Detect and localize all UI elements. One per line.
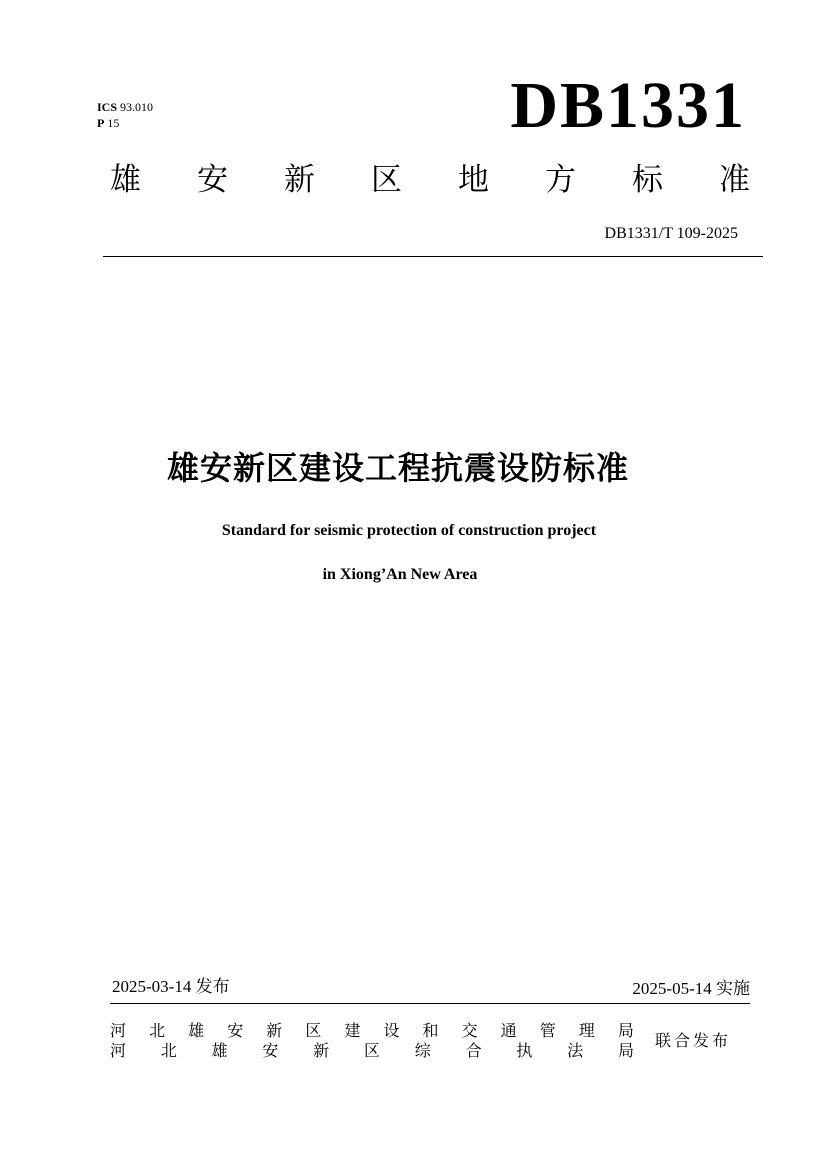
agency-char: 设 — [383, 1021, 400, 1040]
agency-char: 执 — [516, 1041, 533, 1060]
joint-release: 联合发布 — [655, 1031, 732, 1050]
classification-codes — [97, 99, 153, 131]
standard-number: DB1331/T 109-2025 — [604, 225, 738, 242]
p-code: 15 — [107, 116, 120, 130]
standard-type-char: 区 — [371, 162, 402, 198]
agency-char: 综 — [414, 1041, 431, 1060]
standard-type-char: 方 — [545, 162, 576, 198]
agency-char: 通 — [500, 1021, 517, 1040]
agency-char: 河 — [110, 1021, 127, 1040]
agency-char: 和 — [422, 1021, 439, 1040]
agency-char: 建 — [344, 1021, 361, 1040]
agency-char: 管 — [539, 1021, 556, 1040]
standard-type-char: 标 — [632, 162, 663, 198]
title-chinese: 雄安新区建设工程抗震设防标准 — [166, 449, 629, 487]
agency-char: 北 — [149, 1021, 166, 1040]
agency-char: 河 — [110, 1041, 127, 1060]
title-english-line2: in Xiong’An New Area — [322, 566, 478, 583]
agency-line-1 — [110, 1021, 634, 1041]
agency-char: 局 — [617, 1041, 634, 1060]
agency-char: 雄 — [211, 1041, 228, 1060]
p-line — [97, 115, 153, 131]
implementation-date: 2025-05-14 实施 — [632, 979, 750, 998]
agency-char: 局 — [617, 1021, 634, 1040]
agency-char: 新 — [313, 1041, 330, 1060]
ics-label: ICS — [97, 100, 118, 114]
agency-char: 理 — [578, 1021, 595, 1040]
agency-char: 北 — [160, 1041, 177, 1060]
ics-code: 93.010 — [120, 100, 154, 114]
ics-line — [97, 99, 153, 115]
issue-date: 2025-03-14 发布 — [112, 977, 230, 996]
title-english-line1: Standard for seismic protection of construction project — [221, 522, 597, 539]
agency-char: 雄 — [188, 1021, 205, 1040]
standard-type — [110, 160, 750, 200]
db-logo: DB1331 — [510, 69, 746, 142]
agency-char: 安 — [227, 1021, 244, 1040]
header-divider — [103, 256, 763, 257]
agency-char: 区 — [363, 1041, 380, 1060]
standard-type-char: 安 — [197, 162, 228, 198]
agency-char: 交 — [461, 1021, 478, 1040]
standard-type-char: 地 — [458, 162, 489, 198]
agency-char: 安 — [262, 1041, 279, 1060]
standard-type-char: 新 — [284, 162, 315, 198]
agency-char: 合 — [465, 1041, 482, 1060]
agency-line-2 — [110, 1041, 634, 1061]
standard-type-char: 准 — [719, 162, 750, 198]
standard-type-char: 雄 — [110, 162, 141, 198]
p-label: P — [97, 116, 105, 130]
agency-char: 法 — [567, 1041, 584, 1060]
agency-char: 新 — [266, 1021, 283, 1040]
footer-divider — [110, 1003, 750, 1004]
agency-char: 区 — [305, 1021, 322, 1040]
